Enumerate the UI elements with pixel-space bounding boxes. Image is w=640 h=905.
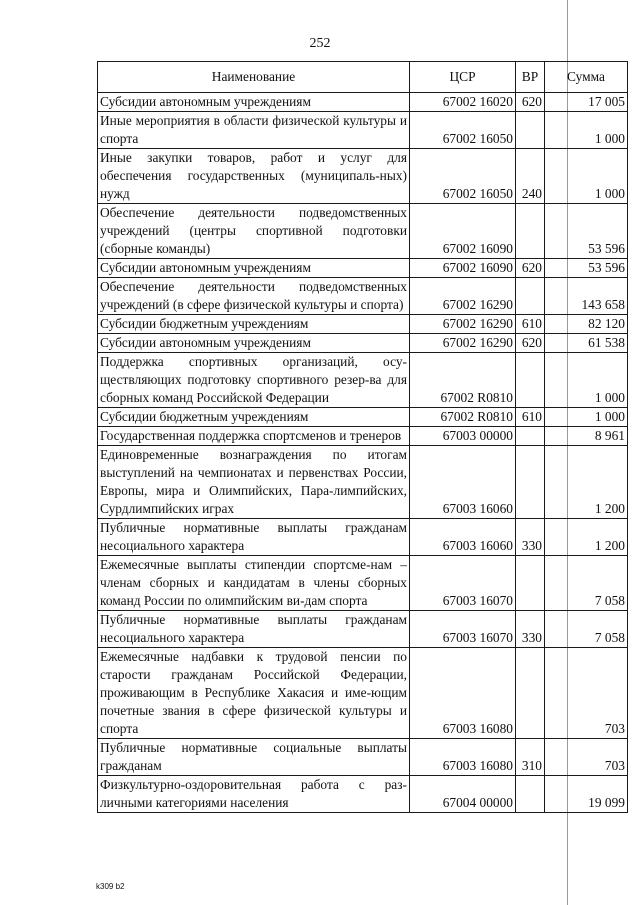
row-name-cell: Физкультурно-оздоровительная работа с раз-личными категориями населения xyxy=(98,776,410,813)
row-csr-cell: 67002 16050 xyxy=(410,149,516,204)
header-row xyxy=(98,62,628,93)
row-csr-cell: 67002 16090 xyxy=(410,204,516,259)
row-sum-cell: 703 xyxy=(545,648,628,739)
row-vr-cell: 610 xyxy=(516,315,545,334)
row-sum-cell: 53 596 xyxy=(545,259,628,278)
table-row xyxy=(98,204,628,259)
row-vr-cell: 620 xyxy=(516,93,545,112)
row-vr-cell xyxy=(516,776,545,813)
row-csr-cell: 67004 00000 xyxy=(410,776,516,813)
row-vr-cell xyxy=(516,278,545,315)
table-row xyxy=(98,776,628,813)
row-csr-cell: 67003 16070 xyxy=(410,611,516,648)
row-name-cell: Иные закупки товаров, работ и услуг для обеспечения государственных (муниципаль-ных) нужд xyxy=(98,149,410,204)
row-name-cell: Субсидии бюджетным учреждениям xyxy=(98,315,410,334)
row-vr-cell xyxy=(516,353,545,408)
header-csr: ЦСР xyxy=(410,62,516,93)
row-vr-cell: 310 xyxy=(516,739,545,776)
footer-code: k309 b2 xyxy=(96,882,125,891)
row-csr-cell: 67002 16290 xyxy=(410,315,516,334)
row-name-cell: Поддержка спортивных организаций, осу-ществляющих подготовку спортивного резер-ва для сборных команд Российской Федерации xyxy=(98,353,410,408)
row-vr-cell: 240 xyxy=(516,149,545,204)
row-csr-cell: 67002 R0810 xyxy=(410,408,516,427)
row-sum-cell: 17 005 xyxy=(545,93,628,112)
row-csr-cell: 67002 16290 xyxy=(410,334,516,353)
row-sum-cell: 82 120 xyxy=(545,315,628,334)
row-vr-cell xyxy=(516,427,545,446)
row-sum-cell: 7 058 xyxy=(545,556,628,611)
row-vr-cell: 610 xyxy=(516,408,545,427)
row-name-cell: Обеспечение деятельности подведомственных учреждений (в сфере физической культуры и спорта) xyxy=(98,278,410,315)
row-vr-cell xyxy=(516,648,545,739)
table-body xyxy=(98,93,628,813)
row-sum-cell: 19 099 xyxy=(545,776,628,813)
table-row xyxy=(98,259,628,278)
table-row xyxy=(98,334,628,353)
header-vr: ВР xyxy=(516,62,545,93)
row-sum-cell: 8 961 xyxy=(545,427,628,446)
row-csr-cell: 67003 16060 xyxy=(410,446,516,519)
table-row xyxy=(98,149,628,204)
row-sum-cell: 7 058 xyxy=(545,611,628,648)
table-row xyxy=(98,278,628,315)
row-vr-cell xyxy=(516,556,545,611)
row-name-cell: Ежемесячные выплаты стипендии спортсме-нам – членам сборных и кандидатам в члены сборных команд России по олимпийским ви-дам спорта xyxy=(98,556,410,611)
row-name-cell: Публичные нормативные социальные выплаты гражданам xyxy=(98,739,410,776)
row-vr-cell xyxy=(516,446,545,519)
row-name-cell: Единовременные вознаграждения по итогам выступлений на чемпионатах и первенствах России, Европы, мира и Олимпийских, Пара-лимпийских, Сурдлимпийских играх xyxy=(98,446,410,519)
row-name-cell: Ежемесячные надбавки к трудовой пенсии по старости гражданам Российской Федерации, проживающим в Республике Хакасия и име-ющим почетные звания в сфере физической культуры и спорта xyxy=(98,648,410,739)
budget-table xyxy=(97,61,628,813)
row-name-cell: Публичные нормативные выплаты гражданам несоциального характера xyxy=(98,519,410,556)
row-sum-cell: 1 200 xyxy=(545,519,628,556)
row-csr-cell: 67002 16290 xyxy=(410,278,516,315)
row-csr-cell: 67003 00000 xyxy=(410,427,516,446)
header-sum: Сумма xyxy=(545,62,628,93)
row-name-cell: Иные мероприятия в области физической культуры и спорта xyxy=(98,112,410,149)
row-vr-cell xyxy=(516,112,545,149)
table-row xyxy=(98,93,628,112)
row-sum-cell: 53 596 xyxy=(545,204,628,259)
row-csr-cell: 67003 16070 xyxy=(410,556,516,611)
row-vr-cell: 330 xyxy=(516,611,545,648)
row-vr-cell: 330 xyxy=(516,519,545,556)
row-name-cell: Субсидии бюджетным учреждениям xyxy=(98,408,410,427)
table-row xyxy=(98,315,628,334)
table-row xyxy=(98,519,628,556)
table-row xyxy=(98,353,628,408)
row-name-cell: Государственная поддержка спортсменов и тренеров xyxy=(98,427,410,446)
row-sum-cell: 1 000 xyxy=(545,112,628,149)
row-sum-cell: 1 000 xyxy=(545,149,628,204)
row-name-cell: Субсидии автономным учреждениям xyxy=(98,259,410,278)
row-sum-cell: 1 000 xyxy=(545,408,628,427)
row-csr-cell: 67003 16080 xyxy=(410,648,516,739)
row-csr-cell: 67002 16020 xyxy=(410,93,516,112)
row-sum-cell: 143 658 xyxy=(545,278,628,315)
row-vr-cell xyxy=(516,204,545,259)
row-csr-cell: 67002 R0810 xyxy=(410,353,516,408)
row-vr-cell: 620 xyxy=(516,334,545,353)
row-csr-cell: 67002 16090 xyxy=(410,259,516,278)
row-vr-cell: 620 xyxy=(516,259,545,278)
row-csr-cell: 67003 16080 xyxy=(410,739,516,776)
table-row xyxy=(98,611,628,648)
table-row xyxy=(98,739,628,776)
row-name-cell: Субсидии автономным учреждениям xyxy=(98,93,410,112)
table-row xyxy=(98,408,628,427)
table-row xyxy=(98,427,628,446)
table-row xyxy=(98,556,628,611)
row-sum-cell: 1 000 xyxy=(545,353,628,408)
row-name-cell: Публичные нормативные выплаты гражданам несоциального характера xyxy=(98,611,410,648)
page-number: 252 xyxy=(309,36,331,51)
header-name: Наименование xyxy=(98,62,410,93)
row-sum-cell: 61 538 xyxy=(545,334,628,353)
table-row xyxy=(98,446,628,519)
row-sum-cell: 1 200 xyxy=(545,446,628,519)
row-name-cell: Субсидии автономным учреждениям xyxy=(98,334,410,353)
table-row xyxy=(98,112,628,149)
row-sum-cell: 703 xyxy=(545,739,628,776)
table-row xyxy=(98,648,628,739)
row-csr-cell: 67003 16060 xyxy=(410,519,516,556)
row-name-cell: Обеспечение деятельности подведомственных учреждений (центры спортивной подготовки (сборные команды) xyxy=(98,204,410,259)
row-csr-cell: 67002 16050 xyxy=(410,112,516,149)
